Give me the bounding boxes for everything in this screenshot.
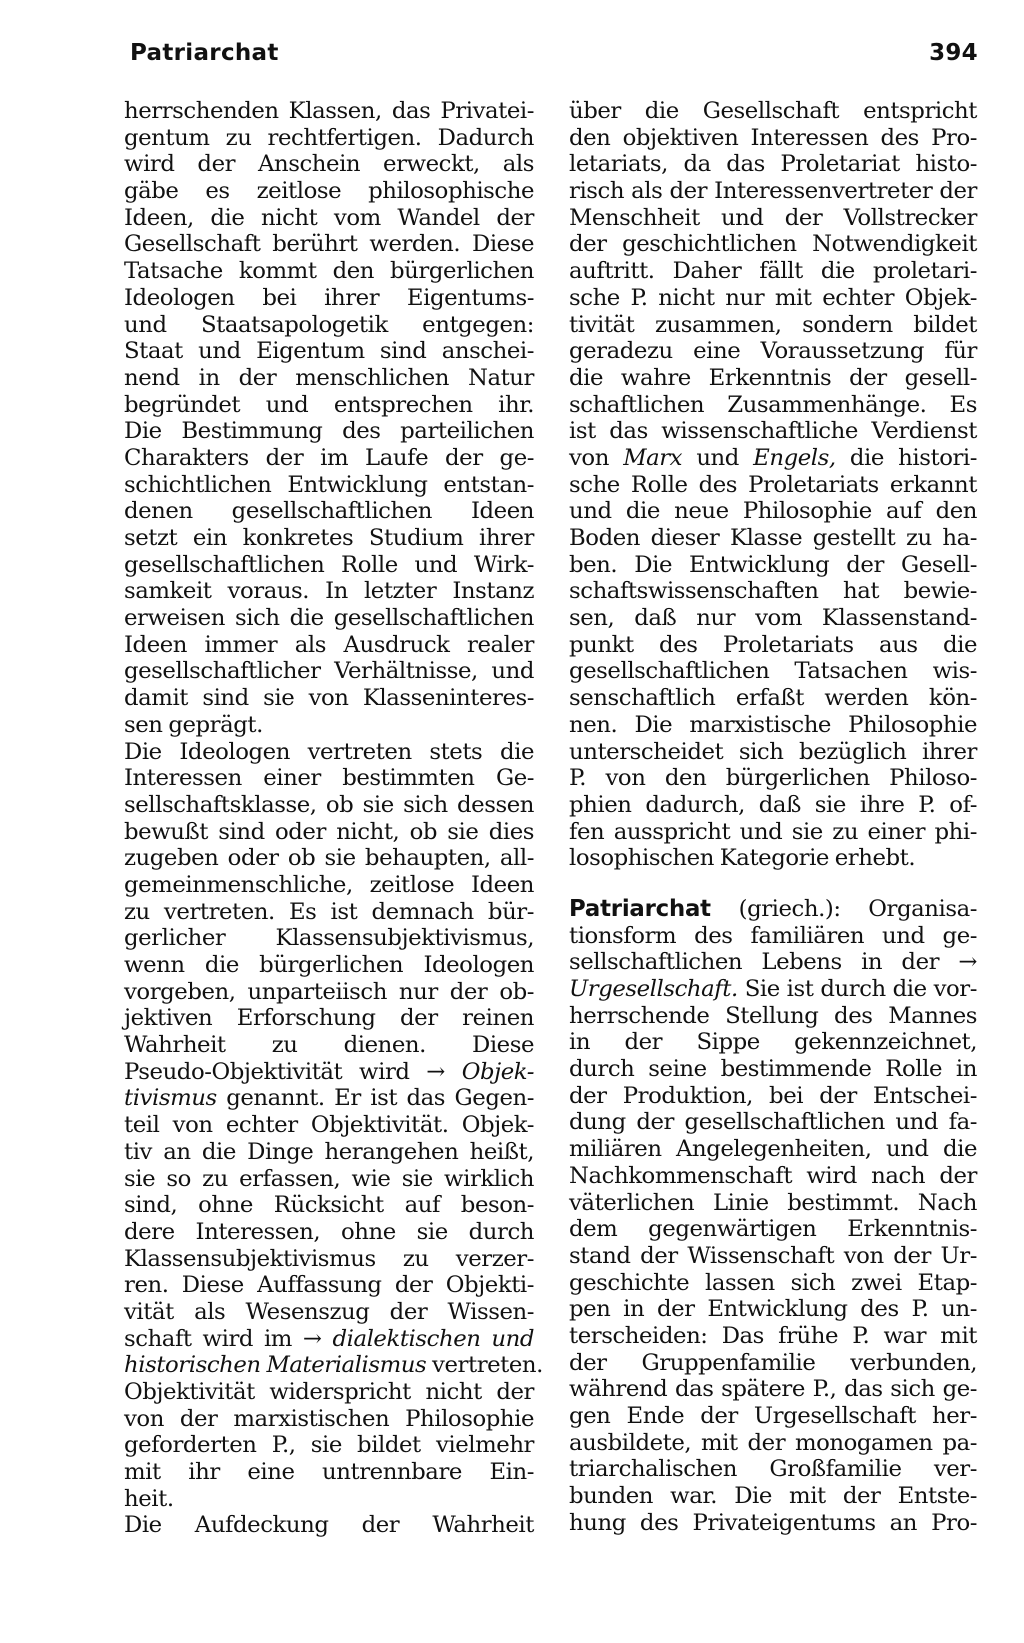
text-line	[124, 365, 534, 392]
text-line	[569, 1003, 977, 1030]
text-line	[569, 1136, 977, 1163]
text-line	[124, 552, 534, 579]
text-run: den objektiven Interessen des Pro-	[569, 124, 977, 151]
paragraph-gap	[569, 872, 977, 896]
text-line	[124, 205, 534, 232]
text-run: gäbe es zeitlose philosophische	[124, 178, 534, 205]
text-line	[124, 1085, 534, 1112]
text-run: losophischen Kategorie erhebt.	[569, 845, 916, 872]
text-line	[124, 605, 534, 632]
text-run: dem gegenwärtigen Erkenntnis-	[569, 1216, 977, 1243]
text-run: nen. Die marxistische Philosophie	[569, 711, 977, 738]
text-line	[569, 685, 977, 712]
text-run: pen in der Entwicklung des P. un-	[569, 1296, 977, 1323]
text-run: zu vertreten. Es ist demnach bür-	[124, 898, 534, 925]
text-run: sind, ohne Rücksicht auf beson-	[124, 1192, 534, 1219]
text-run: sellschaftlichen Lebens in der →	[569, 949, 977, 976]
text-line	[124, 1032, 534, 1059]
text-run: von der marxistischen Philosophie	[124, 1405, 534, 1432]
text-line	[569, 1483, 977, 1510]
text-run: während das spätere P., das sich ge-	[569, 1376, 977, 1403]
text-run: von	[569, 444, 624, 471]
text-line	[569, 178, 977, 205]
text-run: punkt des Proletariats aus die	[569, 631, 977, 658]
text-run: jektiven Erforschung der reinen	[124, 1005, 534, 1032]
text-run: gesellschaftlicher Verhältnisse, und	[124, 658, 534, 685]
text-line	[569, 1029, 977, 1056]
text-run: bewußt sind oder nicht, ob sie dies	[124, 818, 534, 845]
text-line	[569, 1216, 977, 1243]
text-line	[124, 1059, 534, 1086]
text-line	[124, 1005, 534, 1032]
text-run: mit ihr eine untrennbare Ein-	[124, 1459, 534, 1486]
text-run: und Staatsapologetik entgegen:	[124, 311, 534, 338]
text-run: senschaftlich erfaßt werden kön-	[569, 685, 977, 712]
text-run: gen Ende der Urgesellschaft her-	[569, 1403, 977, 1429]
text-line	[124, 178, 534, 205]
text-line	[124, 125, 534, 152]
text-run: P. von den bürgerlichen Philoso-	[569, 765, 977, 792]
text-line	[124, 739, 534, 766]
text-run: die histori-	[835, 444, 978, 471]
text-run: ausbildete, mit der monogamen pa-	[569, 1429, 977, 1456]
text-line	[124, 1299, 534, 1326]
text-line	[124, 925, 534, 952]
text-line	[569, 151, 977, 178]
text-run: sellschaftsklasse, ob sie sich dessen	[124, 791, 534, 818]
text-line	[569, 498, 977, 525]
text-line	[124, 1432, 534, 1459]
text-line	[124, 845, 534, 872]
text-line	[124, 765, 534, 792]
italic-term: Urgesellschaft.	[569, 976, 738, 1002]
text-line	[569, 1056, 977, 1083]
text-run: unterscheidet sich bezüglich ihrer	[569, 738, 977, 765]
text-run: Boden dieser Klasse gestellt zu ha-	[569, 525, 977, 551]
text-run: bunden war. Die mit der Entste-	[569, 1483, 977, 1510]
text-run: dung der gesellschaftlichen und fa-	[569, 1109, 977, 1136]
italic-term: historischen Materialismus	[124, 1352, 427, 1379]
text-run: setzt ein konkretes Studium ihrer	[124, 525, 534, 551]
text-line	[124, 712, 534, 739]
text-line	[124, 1272, 534, 1299]
text-run: gentum zu rechtfertigen. Dadurch	[124, 124, 534, 151]
text-line	[124, 498, 534, 525]
text-run: Pseudo-Objektivität wird →	[124, 1058, 462, 1085]
text-run: vorgeben, unparteiisch nur der ob-	[124, 978, 534, 1005]
text-line	[569, 1296, 977, 1323]
text-run: vität als Wesenszug der Wissen-	[124, 1298, 534, 1325]
text-run: Sie ist durch die vor-	[737, 976, 977, 1002]
text-run: hung des Privateigentums an Pro-	[569, 1509, 977, 1536]
text-line	[124, 1246, 534, 1273]
text-line	[124, 525, 534, 552]
text-run: schaftlichen Zusammenhänge. Es	[569, 391, 977, 418]
text-line	[569, 285, 977, 312]
text-run: gesellschaftlichen Rolle und Wirk-	[124, 551, 534, 578]
text-run: phien dadurch, daß sie ihre P. of-	[569, 791, 977, 818]
text-run: geradezu eine Voraussetzung für	[569, 338, 977, 365]
text-run: fen ausspricht und sie zu einer phi-	[569, 818, 977, 845]
text-line	[124, 685, 534, 712]
text-line	[124, 418, 534, 445]
text-run: sen, daß nur vom Klassenstand-	[569, 605, 977, 632]
text-line	[569, 445, 977, 472]
text-line	[124, 312, 534, 339]
text-run: Die Ideologen vertreten stets die	[124, 738, 534, 765]
text-line	[124, 445, 534, 472]
text-column-left	[124, 98, 543, 1539]
text-run: Interessen einer bestimmten Ge-	[124, 765, 534, 792]
text-run: Menschheit und der Vollstrecker	[569, 204, 977, 231]
text-run: auftritt. Daher fällt die proletari-	[569, 258, 977, 285]
text-run: tionsform des familiären und ge-	[569, 922, 977, 949]
text-line	[569, 1243, 977, 1270]
text-run: Tatsache kommt den bürgerlichen	[124, 258, 534, 285]
text-line	[124, 578, 534, 605]
italic-term: Marx	[623, 444, 683, 471]
text-line	[124, 1352, 543, 1379]
text-run: denen gesellschaftlichen Ideen	[124, 498, 534, 525]
text-run: Staat und Eigentum sind anschei-	[124, 338, 534, 365]
text-line	[569, 896, 977, 923]
text-line	[124, 899, 534, 926]
text-line	[569, 1350, 977, 1377]
text-line	[569, 1163, 977, 1190]
text-run: herrschenden Klassen, das Privatei-	[124, 98, 534, 124]
text-line	[569, 949, 977, 976]
text-run: ben. Die Entwicklung der Gesell-	[569, 551, 977, 578]
text-line	[569, 1323, 977, 1350]
text-run: gemeinmenschliche, zeitlose Ideen	[124, 871, 534, 898]
running-head-keyword: Patriarchat	[130, 40, 279, 66]
text-line	[124, 1112, 534, 1139]
text-line	[569, 258, 977, 285]
text-line	[569, 418, 977, 445]
text-line	[124, 872, 534, 899]
text-line	[569, 658, 977, 685]
text-run: Ideologen bei ihrer Eigentums-	[124, 284, 534, 311]
text-run: sche P. nicht nur mit echter Objek-	[569, 284, 977, 311]
text-run: der Gruppenfamilie verbunden,	[569, 1349, 977, 1376]
italic-term: Objek-	[461, 1058, 534, 1085]
italic-term: tivismus	[124, 1085, 217, 1112]
italic-term: Engels,	[753, 444, 836, 471]
text-run: geforderten P., sie bildet vielmehr	[124, 1432, 534, 1459]
text-run: erweisen sich die gesellschaftlichen	[124, 605, 534, 632]
text-line	[124, 98, 534, 125]
page-number: 394	[929, 40, 978, 66]
text-line	[124, 952, 534, 979]
text-run: in der Sippe gekennzeichnet,	[569, 1029, 977, 1056]
text-run: der Produktion, bei der Entschei-	[569, 1082, 977, 1109]
text-line	[124, 1219, 534, 1246]
text-line	[124, 1459, 534, 1486]
text-column-right	[569, 98, 977, 1536]
text-run: begründet und entsprechen ihr.	[124, 391, 534, 418]
text-line	[569, 1403, 977, 1430]
text-run: dere Interessen, ohne sie durch	[124, 1218, 534, 1245]
entry-headword: Patriarchat	[569, 895, 711, 922]
text-line	[569, 125, 977, 152]
text-line	[569, 205, 977, 232]
text-line	[569, 552, 977, 579]
text-run: sie so zu erfassen, wie sie wirklich	[124, 1165, 534, 1192]
text-line	[124, 979, 534, 1006]
text-run: sche Rolle des Proletariats erkannt	[569, 471, 977, 498]
text-line	[124, 472, 534, 499]
text-line	[569, 231, 977, 258]
text-line	[569, 365, 977, 392]
text-run: sen geprägt.	[124, 711, 263, 738]
text-line	[569, 98, 977, 125]
text-run: und	[682, 444, 754, 471]
text-run: wird der Anschein erweckt, als	[124, 151, 534, 178]
text-line	[569, 1109, 977, 1136]
text-run: geschichte lassen sich zwei Etap-	[569, 1269, 977, 1296]
text-line	[569, 819, 977, 846]
text-line	[569, 312, 977, 339]
text-run: ren. Diese Auffassung der Objekti-	[124, 1272, 534, 1299]
text-run: nend in der menschlichen Natur	[124, 364, 534, 391]
text-line	[124, 1379, 534, 1406]
text-line	[124, 658, 534, 685]
text-line	[569, 338, 977, 365]
text-run: tiv an die Dinge herangehen heißt,	[124, 1138, 534, 1165]
text-line	[569, 712, 977, 739]
text-run: Nachkommenschaft wird nach der	[569, 1162, 977, 1189]
text-line	[569, 1270, 977, 1297]
text-line	[569, 605, 977, 632]
text-line	[124, 792, 534, 819]
text-run: vertreten.	[426, 1352, 543, 1379]
text-line	[124, 1192, 534, 1219]
text-line	[569, 1430, 977, 1457]
text-run: Charakters der im Laufe der ge-	[124, 444, 534, 471]
text-run: terscheiden: Das frühe P. war mit	[569, 1322, 977, 1349]
text-line	[569, 792, 977, 819]
text-run: stand der Wissenschaft von der Ur-	[569, 1242, 977, 1269]
text-run: Klassensubjektivismus zu verzer-	[124, 1245, 534, 1272]
text-line	[124, 1406, 534, 1433]
text-run: schichtlichen Entwicklung entstan-	[124, 471, 534, 498]
text-run: Wahrheit zu dienen. Diese	[124, 1032, 534, 1059]
text-line	[124, 151, 534, 178]
text-line	[569, 1510, 977, 1537]
text-run: väterlichen Linie bestimmt. Nach	[569, 1189, 977, 1216]
text-line	[569, 632, 977, 659]
text-run: zugeben oder ob sie behaupten, all-	[124, 845, 534, 872]
text-run: herrschende Stellung des Mannes	[569, 1002, 977, 1029]
text-run: der geschichtlichen Notwendigkeit	[569, 231, 977, 258]
text-line	[569, 392, 977, 419]
text-run: wenn die bürgerlichen Ideologen	[124, 952, 534, 978]
text-run: (griech.): Organisa-	[710, 895, 977, 922]
text-run: risch als der Interessenvertreter der	[569, 178, 977, 205]
text-run: Die Aufdeckung der Wahrheit	[124, 1512, 534, 1539]
text-run: Die Bestimmung des parteilichen	[124, 418, 534, 445]
text-run: miliären Angelegenheiten, und die	[569, 1136, 977, 1163]
text-line	[124, 1166, 534, 1193]
text-line	[569, 765, 977, 792]
text-line	[124, 392, 534, 419]
text-run: schaft wird im →	[124, 1325, 333, 1352]
text-run: und die neue Philosophie auf den	[569, 498, 977, 525]
text-line	[569, 976, 977, 1003]
text-line	[569, 1376, 977, 1403]
text-run: die wahre Erkenntnis der gesell-	[569, 364, 977, 391]
text-run: über die Gesellschaft entspricht	[569, 98, 977, 124]
text-run: Objektivität widerspricht nicht der	[124, 1379, 534, 1405]
text-run: triarchalischen Großfamilie ver-	[569, 1456, 977, 1483]
text-run: genannt. Er ist das Gegen-	[216, 1085, 534, 1112]
text-line	[124, 819, 534, 846]
text-line	[569, 845, 977, 872]
text-run: gerlicher Klassensubjektivismus,	[124, 925, 534, 952]
text-run: Gesellschaft berührt werden. Diese	[124, 231, 534, 258]
text-run: tivität zusammen, sondern bildet	[569, 311, 977, 338]
text-line	[569, 525, 977, 552]
text-line	[569, 1456, 977, 1483]
text-line	[569, 923, 977, 950]
text-run: damit sind sie von Klasseninteres-	[124, 685, 534, 712]
text-line	[124, 1512, 534, 1539]
text-line	[569, 739, 977, 766]
italic-term: dialektischen und	[332, 1325, 534, 1352]
text-line	[124, 632, 534, 659]
text-line	[569, 1190, 977, 1217]
text-run: ist das wissenschaftliche Verdienst	[569, 418, 977, 445]
text-run: Ideen, die nicht vom Wandel der	[124, 204, 534, 231]
text-line	[124, 285, 534, 312]
text-line	[569, 472, 977, 499]
text-line	[569, 1083, 977, 1110]
text-line	[124, 1486, 534, 1513]
text-run: schaftswissenschaften hat bewie-	[569, 578, 977, 605]
text-run: teil von echter Objektivität. Objek-	[124, 1112, 534, 1139]
text-run: samkeit voraus. In letzter Instanz	[124, 578, 534, 605]
text-run: heit.	[124, 1485, 174, 1512]
text-run: letariats, da das Proletariat histo-	[569, 151, 977, 178]
text-run: gesellschaftlichen Tatsachen wis-	[569, 658, 977, 685]
text-run: durch seine bestimmende Rolle in	[569, 1056, 977, 1083]
text-line	[124, 231, 534, 258]
text-line	[124, 1326, 534, 1353]
text-line	[124, 258, 534, 285]
text-run: Ideen immer als Ausdruck realer	[124, 631, 534, 658]
text-line	[124, 338, 534, 365]
text-line	[569, 578, 977, 605]
text-line	[124, 1139, 534, 1166]
